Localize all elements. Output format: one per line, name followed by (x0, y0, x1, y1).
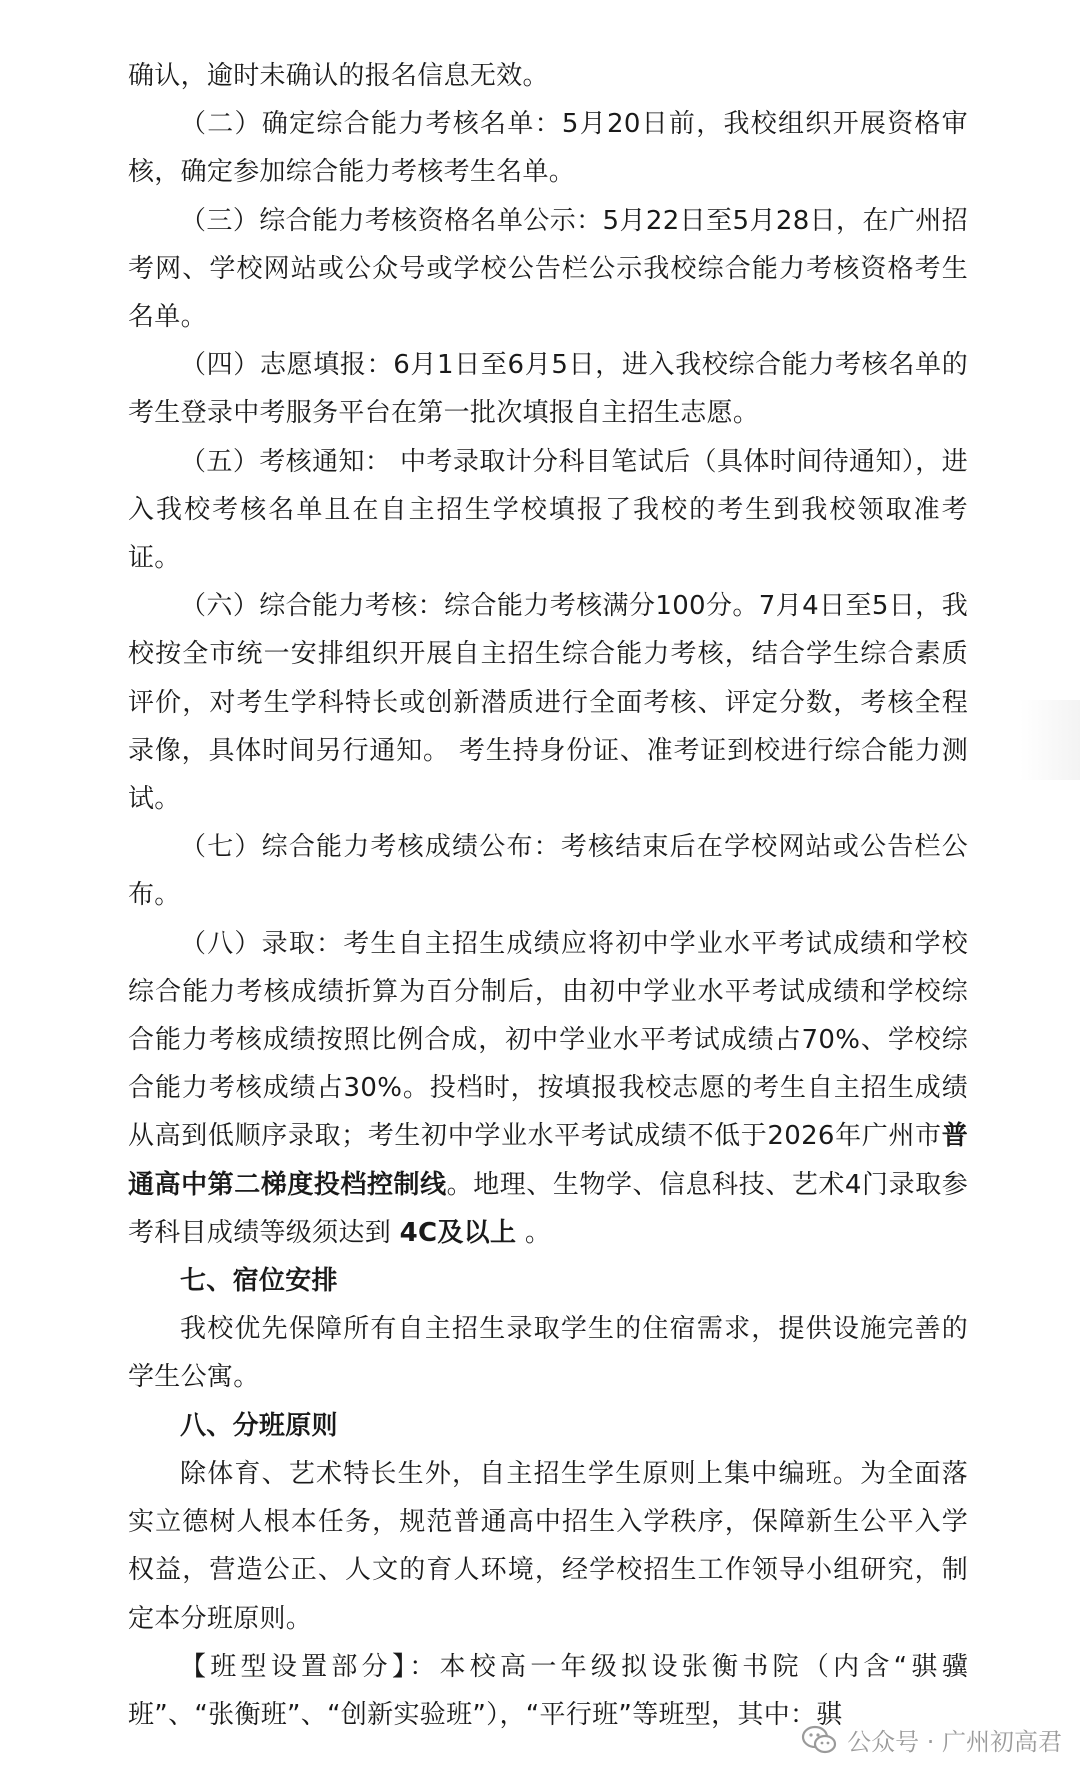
control-line-text: 普通高中第二梯度投档控制线 (128, 1121, 968, 1200)
watermark (801, 1722, 1062, 1757)
wechat-icon (801, 1725, 837, 1755)
paragraph-dorm: 我校优先保障所有自主招生录取学生的住宿需求，提供设施完善的学生公寓。 (128, 1314, 968, 1393)
paragraph-class-types: 【班型设置部分】：本校高一年级拟设张衡书院（内含“骐骥班”、“张衡班”、“创新实验班”），“平行班”等班型，其中：骐 (128, 1651, 968, 1730)
scan-edge-artifact (1020, 700, 1080, 780)
document-body (128, 52, 968, 1739)
section-heading-dorm: 七、宿位安排 (180, 1266, 338, 1297)
admission-text: （八）录取：考生自主招生成绩应将初中学业水平考试成绩和学校综合能力考核成绩折算为百分制后，由初中学业水平考试成绩和学校综合能力考核成绩按照比例合成，初中学业水平考试成绩占70%、学校综合能力考核成绩占30%。投档时，按填报我校志愿的考生自主招生成绩从高到低顺序录取；考生初中学业水平考试成绩不低于2026年广州市 (128, 928, 968, 1152)
watermark-text: 公众号 · 广州初高君 (847, 1728, 1062, 1756)
paragraph-class-principle: 除体育、艺术特长生外，自主招生学生原则上集中编班。为全面落实立德树人根本任务，规范普通高中招生入学秩序，保障新生公平入学权益，营造公正、人文的育人环境，经学校招生工作领导小组研究，制定本分班原则。 (128, 1458, 968, 1634)
admission-end-text: 。 (516, 1217, 552, 1248)
paragraph-step-2: （二）确定综合能力考核名单：5月20日前，我校组织开展资格审核，确定参加综合能力考核考生名单。 (128, 109, 968, 188)
paragraph-step-3: （三）综合能力考核资格名单公示：5月22日至5月28日，在广州招考网、学校网站或公众号或学校公告栏公示我校综合能力考核资格考生名单。 (128, 205, 968, 333)
section-heading-class: 八、分班原则 (180, 1410, 338, 1441)
paragraph-step-8 (128, 920, 968, 1257)
subjects-text: 。地理、生物学、信息科技、艺术4门录取参考科目成绩等级须达到 (128, 1169, 968, 1248)
paragraph-confirm: 确认，逾时未确认的报名信息无效。 (128, 61, 549, 91)
paragraph-step-6: （六）综合能力考核：综合能力考核满分100分。7月4日至5日，我校按全市统一安排组织开展自主招生综合能力考核，结合学生综合素质评价，对考生学科特长或创新潜质进行全面考核、评定分数，考核全程录像，具体时间另行通知。 考生持身份证、准考证到校进行综合能力测试。 (128, 591, 968, 815)
paragraph-step-5: （五）考核通知： 中考录取计分科目笔试后（具体时间待通知），进入我校考核名单且在自主招生学校填报了我校的考生到我校领取准考证。 (128, 446, 968, 574)
paragraph-step-4: （四）志愿填报：6月1日至6月5日，进入我校综合能力考核名单的考生登录中考服务平台在第一批次填报自主招生志愿。 (128, 350, 968, 429)
grade-requirement-text: 4C及以上 (399, 1217, 517, 1248)
paragraph-step-7: （七）综合能力考核成绩公布：考核结束后在学校网站或公告栏公布。 (128, 832, 968, 911)
